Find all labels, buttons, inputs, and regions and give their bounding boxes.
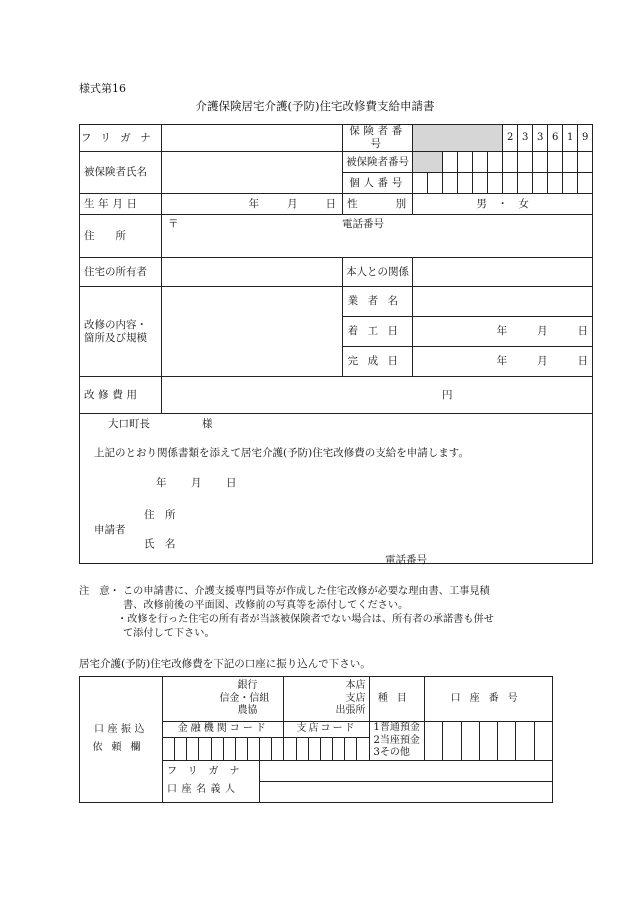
address-field[interactable] [162,215,593,258]
insured-number-box[interactable] [458,152,473,173]
insured-number-shaded [413,152,443,173]
personal-number-box[interactable] [533,173,548,194]
birthdate-label: 生年月日 [80,194,162,215]
work-label [80,287,162,377]
branch-code-box[interactable] [308,738,320,760]
personal-number-box[interactable] [518,173,533,194]
honorific: 様 [202,418,213,431]
notes [79,585,559,641]
holder-fields[interactable] [260,760,553,802]
branch-code-box[interactable] [357,738,369,760]
insured-number-box[interactable] [443,152,458,173]
holder-labels [163,760,260,802]
day-unit: 日 [577,355,589,368]
insured-number-box[interactable] [563,152,578,173]
month-unit: 月 [537,355,548,368]
start-date-field[interactable] [413,317,593,347]
branch-code-box[interactable] [320,738,332,760]
year-unit: 年 [248,197,260,210]
postal-mark: 〒 [168,218,179,231]
insurer-number-shaded [413,125,503,152]
account-digit-box[interactable] [498,722,516,761]
insurer-digit: 3 [533,125,548,152]
holder-name-field[interactable] [260,782,552,802]
insurer-digit: 9 [578,125,593,152]
bank-section-label-line1: 口座振込 [94,723,149,735]
month-unit: 月 [191,477,202,490]
account-type-header: 種目 [369,677,425,722]
applicant-address-label: 住 所 [144,509,176,522]
notes-line: 書、改修前後の平面図、改修前の写真等を添付してください。 [123,600,409,611]
insured-number-label: 被保険者番号 [343,152,413,173]
notes-line: ・改修を行った住宅の所有者が当該被保険者でない場合は、所有者の承諾書も併せ [117,614,494,625]
branch-type: 支店 [345,692,366,704]
year-unit: 年 [156,477,167,490]
sex-label-2: 別 [395,197,407,210]
year-unit: 年 [496,325,508,338]
month-unit: 月 [287,197,298,210]
bank-intro: 居宅介護(予防)住宅改修費を下記の口座に振り込んで下さい。 [79,658,371,670]
holder-furigana-label: フリガナ [167,766,251,777]
account-type-option: 1普通預金 [373,722,420,733]
insurer-digit: 2 [503,125,518,152]
insured-number-box[interactable] [533,152,548,173]
start-date-label: 着工日 [343,317,413,347]
contractor-field[interactable] [413,287,593,317]
personal-number-box[interactable] [578,173,593,194]
contractor-label: 業者名 [343,287,413,317]
branch-code-box[interactable] [296,738,308,760]
furigana-field[interactable] [162,125,343,152]
day-unit: 日 [325,197,337,210]
insured-number-box[interactable] [548,152,563,173]
account-digit-box[interactable] [534,722,552,761]
personal-number-box[interactable] [473,173,488,194]
insured-number-box[interactable] [488,152,503,173]
insurer-digit: 6 [548,125,563,152]
branch-code-box[interactable] [345,738,357,760]
yen-unit: 円 [442,388,453,401]
year-unit: 年 [496,355,508,368]
day-unit: 日 [226,477,237,490]
sex-label-1: 性 [347,197,358,210]
addressee: 大口町長 [108,418,150,431]
notes-line: この申請書に、介護支援専門員等が作成した住宅改修が必要な理由書、工事見積 [123,586,490,597]
account-digit-box[interactable] [443,722,461,761]
applicant-label: 申請者 [94,524,126,537]
cost-label: 改修費用 [80,377,162,414]
account-type-option: 2当座預金 [373,734,420,746]
institution-code-box[interactable] [163,738,175,760]
holder-name-label: 口座名義人 [167,784,240,795]
relation-label: 本人との関係 [343,258,413,287]
completion-date-field[interactable] [413,347,593,377]
institution-code-box[interactable] [211,738,223,760]
account-number-header: 口座番号 [425,677,553,722]
form-number: 様式第16 [79,82,126,95]
holder-furigana-field[interactable] [260,761,552,782]
branch-name-field[interactable] [284,677,369,722]
insured-number-box[interactable] [503,152,518,173]
personal-number-box[interactable] [503,173,518,194]
institution-code-box[interactable] [235,738,247,760]
owner-label: 住宅の所有者 [80,258,162,287]
notes-label: 注 意・ [79,586,120,597]
day-unit: 日 [577,325,589,338]
owner-field[interactable] [162,258,343,287]
institution-code-box[interactable] [175,738,187,760]
work-label-line1: 改修の内容・ [84,319,147,332]
application-table [79,124,593,567]
declaration-block [80,414,593,567]
insured-name-label: 被保険者氏名 [80,152,162,194]
insurer-digit: 1 [563,125,578,152]
institution-code-box[interactable] [260,738,272,760]
address-label: 住 所 [80,215,162,258]
personal-number-box[interactable] [548,173,563,194]
furigana-label: フリガナ [80,125,162,152]
insured-name-field[interactable] [162,152,343,194]
personal-number-box[interactable] [488,173,503,194]
branch-type: 本店 [345,680,366,692]
personal-number-label: 個人番号 [343,173,413,194]
applicant-phone-label: 電話番号 [385,554,427,567]
birthdate-field[interactable] [162,194,343,215]
sex-options[interactable]: 男 ・ 女 [413,194,593,215]
bank-section-label [80,677,163,803]
bank-section-label-line2: 依頼欄 [92,742,150,754]
insurer-digit: 3 [518,125,533,152]
institution-code-box[interactable] [223,738,235,760]
branch-type: 出張所 [335,705,366,717]
sex-label [343,194,413,215]
personal-number-box[interactable] [443,173,458,194]
institution-code-box[interactable] [272,738,284,760]
branch-code-box[interactable] [333,738,345,760]
phone-label: 電話番号 [342,218,384,231]
personal-number-box[interactable] [428,173,443,194]
institution-name-field[interactable] [163,677,284,722]
institution-code-box[interactable] [187,738,199,760]
insured-number-box[interactable] [473,152,488,173]
completion-date-label: 完成日 [343,347,413,377]
account-type-options[interactable] [369,722,425,761]
personal-number-box[interactable] [458,173,473,194]
cost-field[interactable] [162,377,593,414]
institution-type: 農協 [237,705,258,717]
document-title: 介護保険居宅介護(予防)住宅改修費支給申請書 [195,99,435,113]
applicant-name-label: 氏 名 [144,538,176,551]
relation-field[interactable] [413,258,593,287]
insured-number-box[interactable] [578,152,593,173]
declaration-statement: 上記のとおり関係書類を添えて居宅介護(予防)住宅改修費の支給を申請します。 [94,447,469,460]
work-description-field[interactable] [162,287,343,377]
branch-code-label: 支店コード [284,722,369,738]
institution-type: 銀行 [237,680,258,692]
insurer-number-label: 保険者番号 [343,125,413,152]
personal-number-box[interactable] [413,173,428,194]
branch-code-box[interactable] [284,738,296,760]
account-digit-box[interactable] [479,722,497,761]
institution-code-label: 金融機関コード [163,722,284,738]
institution-code-box[interactable] [248,738,260,760]
account-type-option: 3その他 [373,747,410,758]
work-label-line2: 箇所及び規模 [84,331,147,344]
account-digit-box[interactable] [516,722,534,761]
bank-transfer-table [79,676,553,803]
institution-code-box[interactable] [199,738,211,760]
institution-type: 信金・信組 [219,692,270,704]
personal-number-box[interactable] [563,173,578,194]
notes-line: て添付して下さい。 [123,628,215,639]
month-unit: 月 [537,325,548,338]
account-digit-box[interactable] [461,722,479,761]
insured-number-box[interactable] [518,152,533,173]
account-digit-box[interactable] [425,722,443,761]
